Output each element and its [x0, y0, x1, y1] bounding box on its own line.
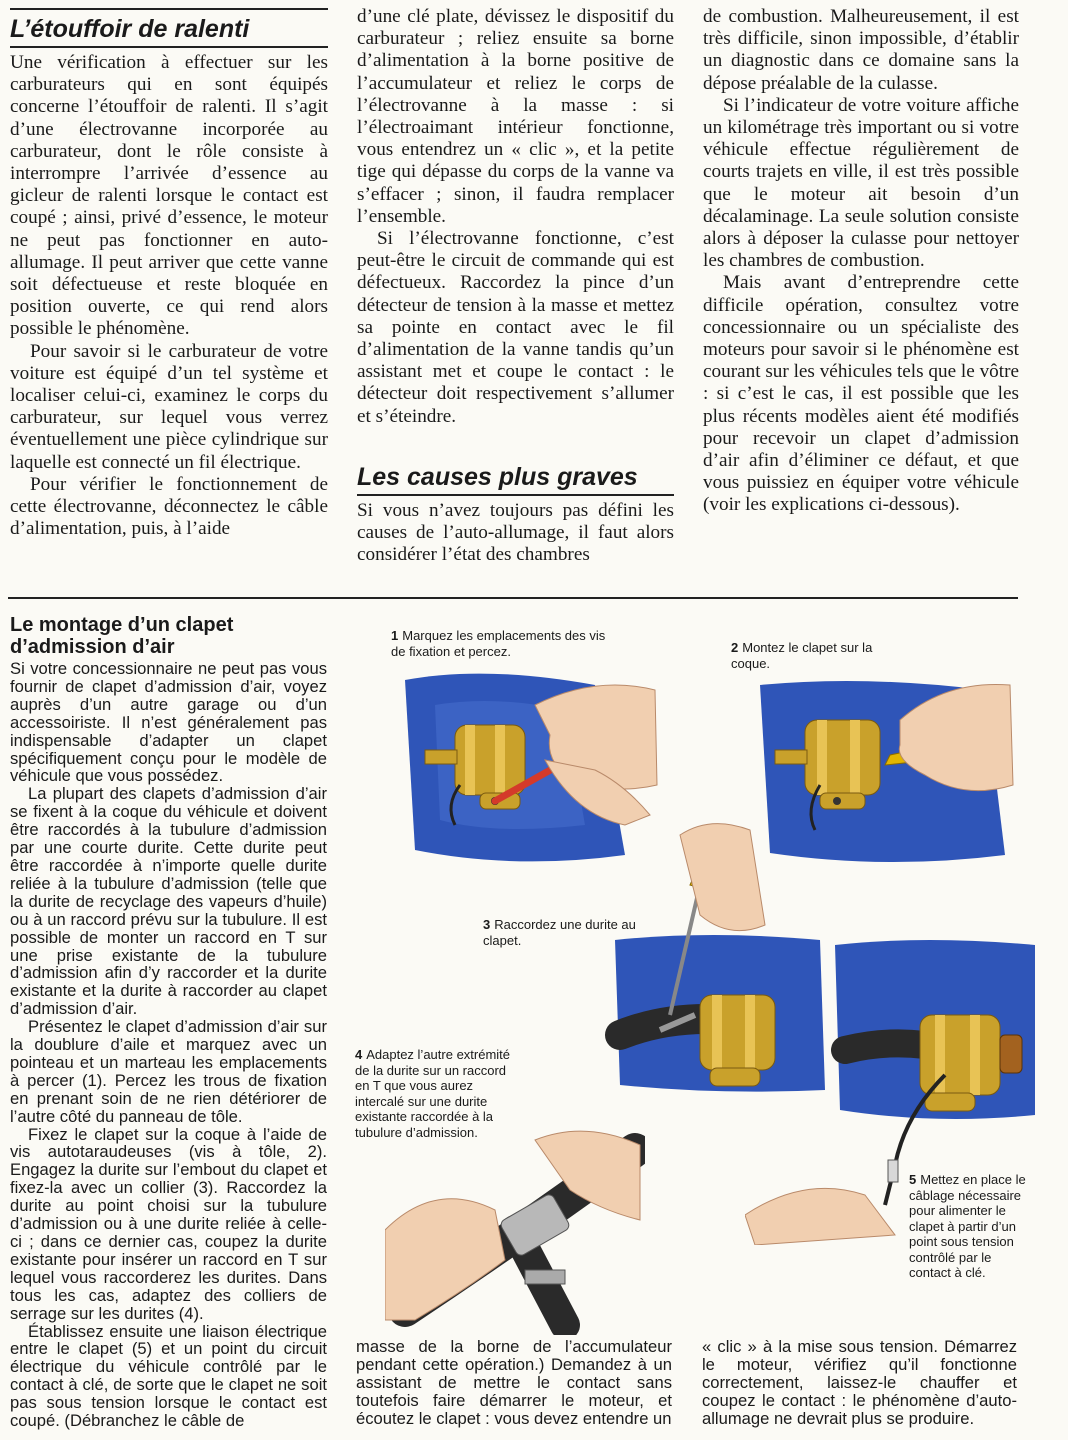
paragraph: Mais avant d’entreprendre cette difficile opération, consultez votre concessionnaire ou un spécialiste des moteurs pour savoir si le phénomène est courant sur les véhicules tels que le vôtre : si c’est le cas, il est possible que les plus récents modèles aient été modifiés pour recevoir un clapet d’admission d’air afin d’éliminer ce défaut, et que vous puissiez en équiper votre véhicule (voir les explications ci-dessous).: [703, 272, 1019, 516]
paragraph: de combustion. Malheureusement, il est très difficile, sinon impossible, d’établir un diagnostic dans ce domaine sans la dépose préalable de la culasse.: [703, 6, 1019, 94]
paragraph: masse de la borne de l’accumulateur pendant cette opération.) Demandez à un assistant de mettre le contact sans toutefois faire démarrer le moteur, et écoutez le clapet : vous devez entendre un: [356, 1337, 672, 1428]
caption-number: 2: [731, 640, 739, 655]
bottom-right-column: [702, 1338, 1017, 1428]
caption-text: Raccordez une durite au clapet.: [483, 917, 636, 948]
caption-text: Mettez en place le câblage nécessaire pour alimenter le clapet à partir d’un point sous tension contrôlé par le contact à clé.: [909, 1172, 1026, 1280]
caption-number: 3: [483, 917, 491, 932]
caption-number: 1: [391, 628, 399, 643]
paragraph: « clic » à la mise sous tension. Démarrez le moteur, vérifiez qu’il fonctionne correctement, laissez-le chauffer et coupez le contact : le phénomène d’auto-allumage ne devrait plus se produire.: [702, 1337, 1017, 1428]
bottom-mid-column: [356, 1338, 672, 1428]
paragraph: Établissez ensuite une liaison électrique entre le clapet (5) et un point du circuit électrique du véhicule contrôlé par le contact à clé, de sorte que le clapet ne soit pas sous tension lorsque le contact est coupé. (Débranchez le câble de: [10, 1321, 327, 1431]
caption-number: 4: [355, 1047, 363, 1062]
paragraph: Si vous n’avez toujours pas défini les causes de l’auto-allumage, il faut alors considérer l’état des chambres: [357, 499, 674, 566]
paragraph: La plupart des clapets d’admission d’air se fixent à la coque du véhicule et doivent être raccordés à la tubulure d’admission par une courte durite. Cette durite peut être raccordée à n’importe quelle durite reliée à la tubulure d’admission (telle que la durite de recyclage des vapeurs d’huile) ou à un raccord prévu sur la tubulure. Il est possible de monter un raccord en T sur une prise existante de la tubulure d’admission afin d’y raccorder et la durite existante et la durite à raccorder au clapet d’admission d’air.: [10, 784, 327, 1019]
section-divider: [8, 597, 1018, 599]
section-heading-clapet: Le montage d’un clapet d’admission d’air: [10, 614, 234, 658]
paragraph: Si votre concessionnaire ne peut pas vous fournir de clapet d’admission d’air, voyez auprès d’un autre garage ou d’un accessoiriste. Il n’est généralement pas indispensable d’adapter un clapet spécifiquement conçu pour le modèle de véhicule que vous possédez.: [10, 659, 327, 786]
caption-step-1: [391, 628, 606, 659]
paragraph: Pour vérifier le fonctionnement de cette électrovanne, déconnectez le câble d’alimentation, puis, à l’aide: [10, 473, 328, 540]
caption-text: Adaptez l’autre extrémité de la durite sur un raccord en T que vous aurez intercalé sur une durite existante raccordée à la tubulure d’admission.: [355, 1047, 511, 1140]
bottom-left-column: [10, 614, 327, 1430]
illustration-step-4: [385, 1120, 645, 1335]
caption-step-3: [483, 917, 648, 948]
column-2: [357, 6, 674, 566]
caption-step-2: [731, 640, 891, 671]
paragraph: Si l’électrovanne fonctionne, c’est peut-être le circuit de commande qui est défectueux. Raccordez la pince d’un détecteur de tension à la masse et mettez sa pointe en contact avec le fil d’alimentation de la vanne tandis qu’un assistant met et coupe le contact : le détecteur doit respectivement s’allumer et s’éteindre.: [357, 228, 674, 427]
paragraph: Pour savoir si le carburateur de votre voiture est équipé d’un tel système et localiser celui-ci, examinez le corps du carburateur, sur lequel vous verrez éventuellement une pièce cylindrique sur laquelle est connecté un fil électrique.: [10, 340, 328, 473]
caption-step-5: [909, 1172, 1034, 1281]
section-heading-causes: Les causes plus graves: [357, 462, 674, 496]
paragraph: d’une clé plate, dévissez le dispositif du carburateur ; reliez ensuite sa borne d’alimentation à la borne positive de l’accumulateur et reliez le corps de l’électrovanne à la masse : si l’électroaimant intérieur fonctionne, vous entendrez un « clic », et la petite tige qui dépasse du corps de la vanne va s’effacer ; sinon, il faudra remplacer l’ensemble.: [357, 6, 674, 227]
column-1: [10, 8, 328, 540]
section-heading-etouffoir: L’étouffoir de ralenti: [10, 14, 328, 48]
caption-text: Marquez les emplacements des vis de fixation et percez.: [391, 628, 606, 659]
caption-step-4: [355, 1047, 515, 1140]
column-3: [703, 6, 1019, 517]
caption-text: Montez le clapet sur la coque.: [731, 640, 873, 671]
heading-rule-top: [10, 8, 328, 10]
paragraph: Fixez le clapet sur la coque à l’aide de vis autotaraudeuses (vis à tôle, 2). Engagez la durite sur l’embout du clapet et fixez-la avec un collier (3). Raccordez la durite au point choisi sur la tubulure d’admission ou à une durite reliée à celle-ci ; dans ce dernier cas, coupez la durite existante pour insérer un raccord en T sur lequel vous raccorderez les durites. Dans tous les cas, adaptez des colliers de serrage sur les durites (4).: [10, 1124, 327, 1323]
paragraph: Présentez le clapet d’admission d’air sur la doublure d’aile et marquez avec un pointeau et un marteau les emplacements à percer (1). Percez les trous de fixation en prenant soin de ne rien détériorer de l’autre côté du panneau de tôle.: [10, 1017, 327, 1126]
paragraph: Si l’indicateur de votre voiture affiche un kilométrage très important ou si votre véhicule effectue régulièrement de courts trajets en ville, il est très possible que le moteur ait besoin d’un décalaminage. La seule solution consiste alors à déposer la culasse pour nettoyer les chambres de combustion.: [703, 94, 1019, 272]
caption-number: 5: [909, 1172, 917, 1187]
paragraph: Une vérification à effectuer sur les carburateurs qui en sont équipés concerne l’étouffoir de ralenti. Il s’agit d’une électrovanne incorporée au carburateur, dont le rôle consiste à interrompre l’arrivée d’essence au gicleur de ralenti lorsque le contact est coupé ; ainsi, privé d’essence, le moteur ne peut pas fonctionner en auto-allumage. Il peut arriver que cette vanne soit défectueuse et reste bloquée en position ouverte, ce qui rend alors possible le phénomène.: [10, 52, 328, 340]
